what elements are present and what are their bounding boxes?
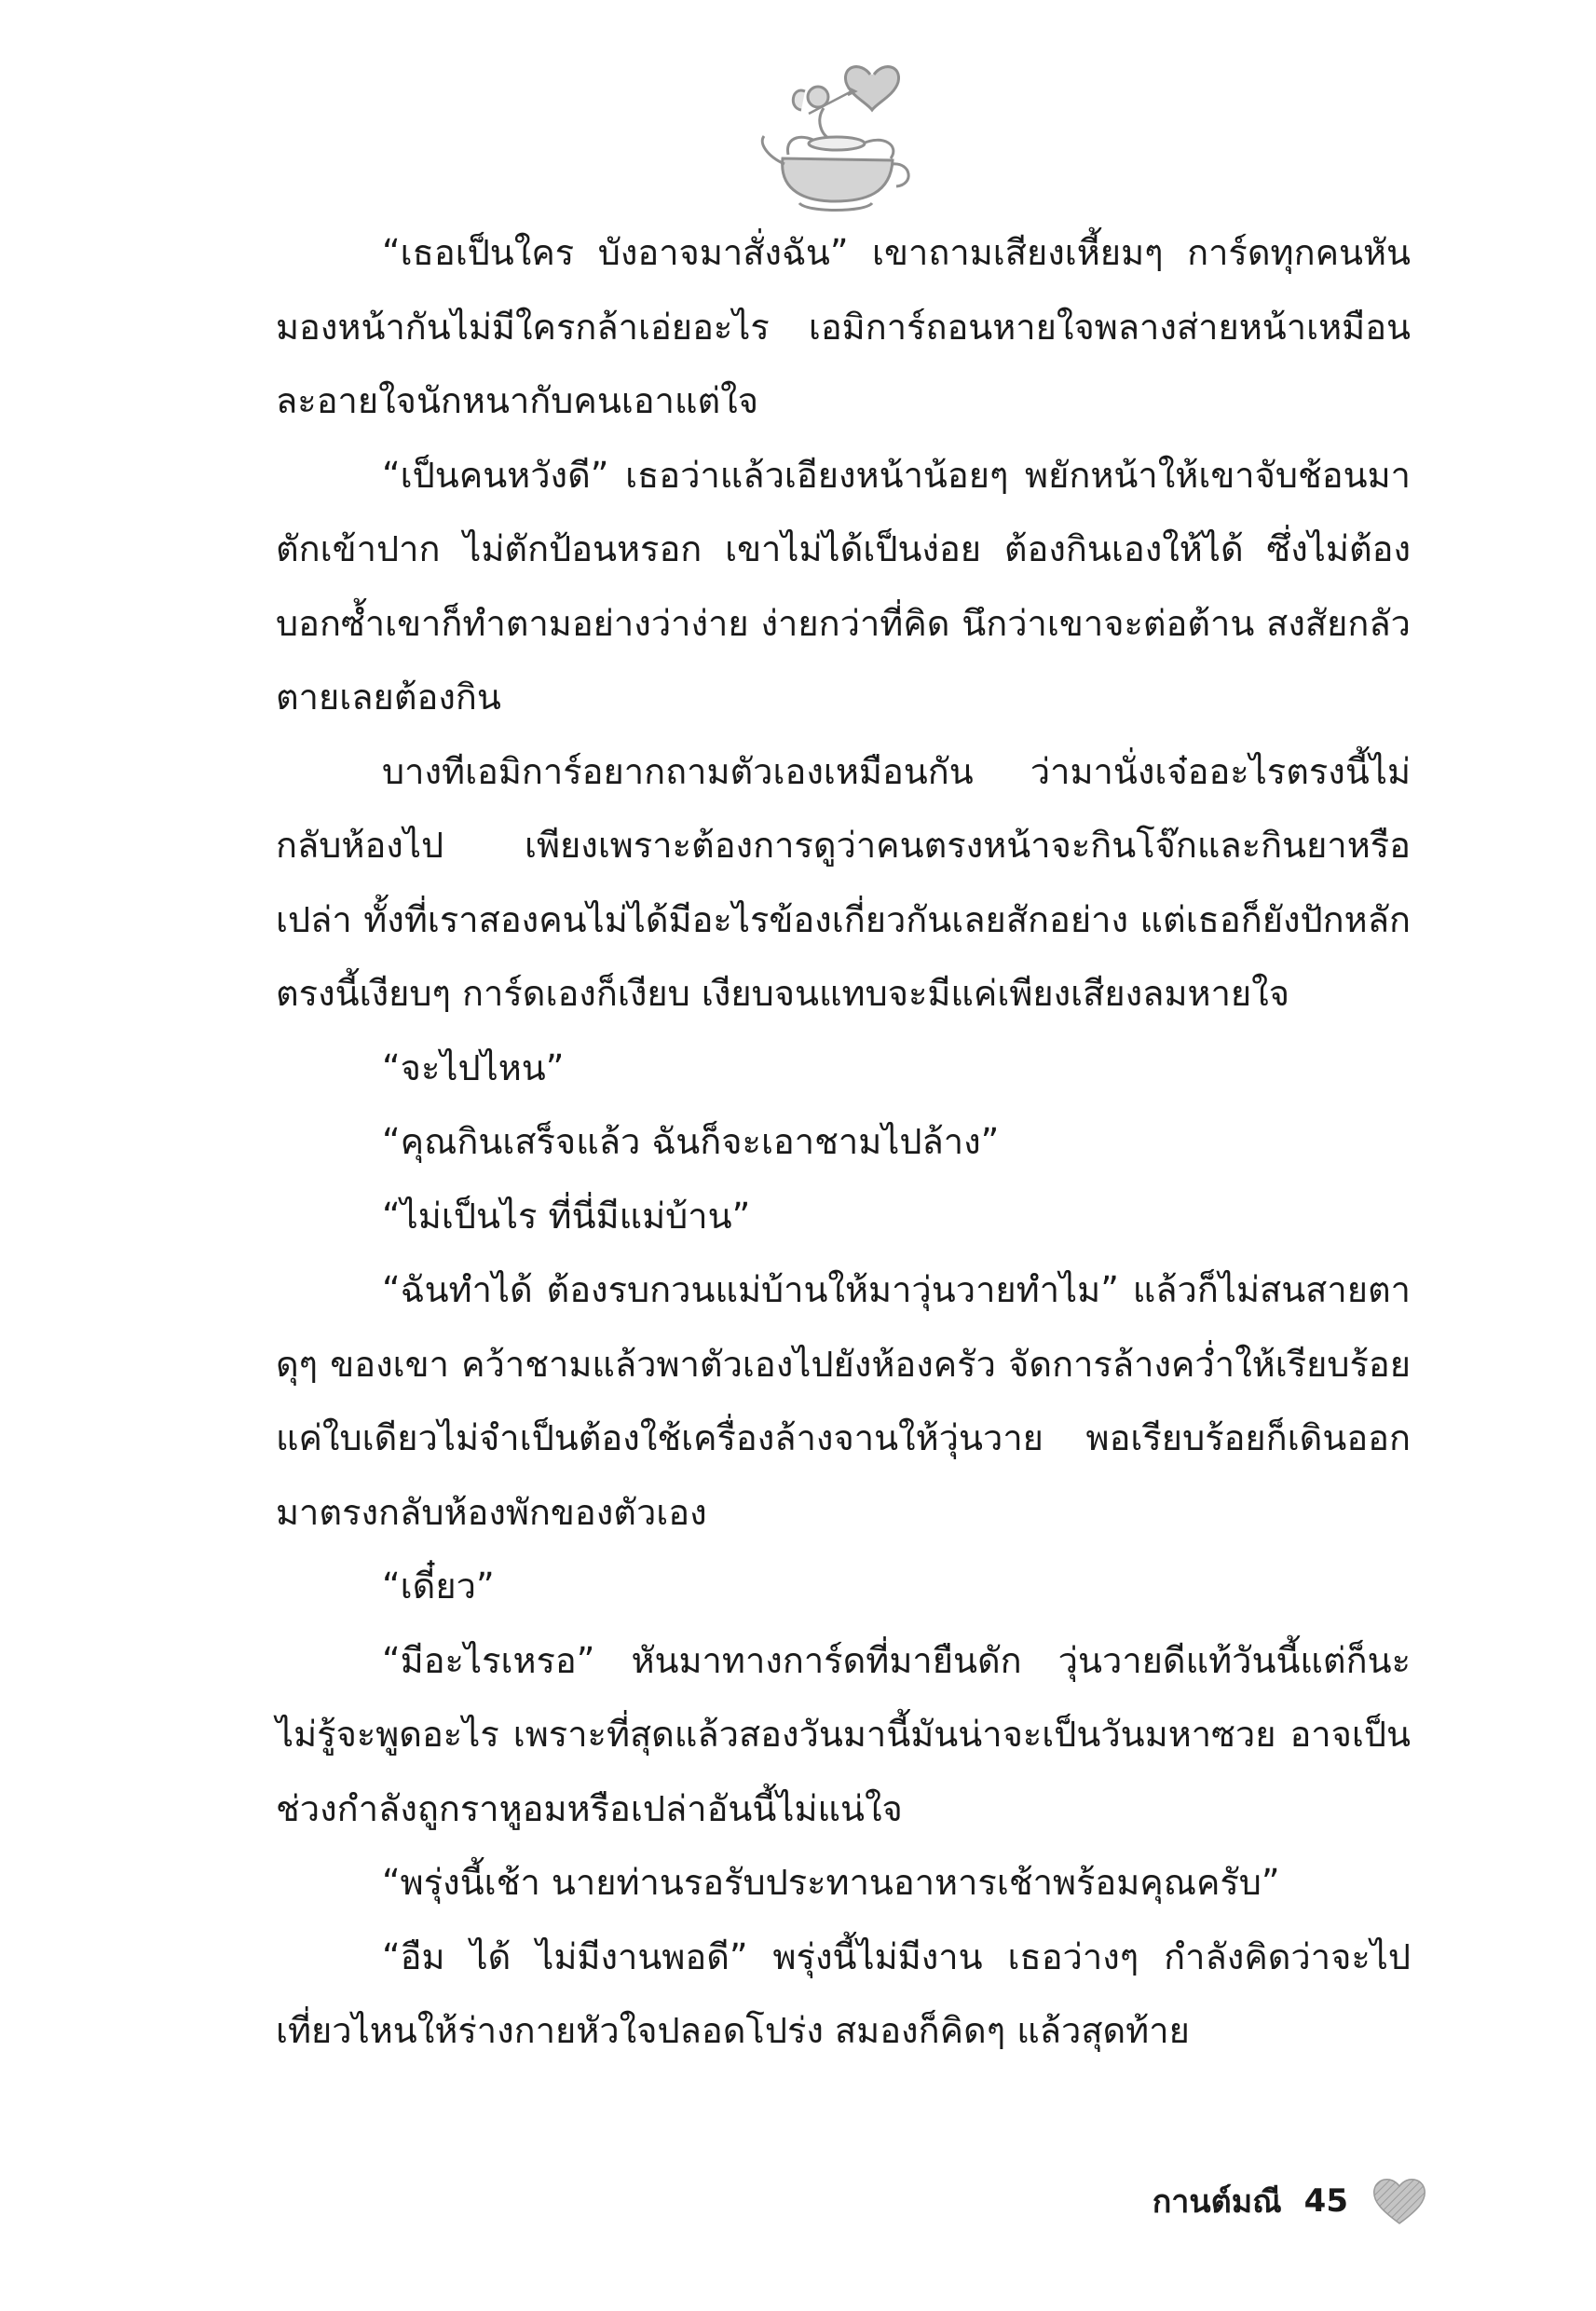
dialogue-line: “เดี๋ยว”: [382, 1566, 495, 1607]
page-number: 45: [1303, 2182, 1348, 2220]
paragraph: “เป็นคนหวังดี” เธอว่าแล้วเอียงหน้าน้อยๆ พยักหน้าให้เขาจับช้อนมาตักเข้าปาก ไม่ตักป้อนหรอก เขาไม่ได้เป็นง่อย ต้องกินเองให้ได้ ซึ่งไม่ต้องบอกซ้ำเขาก็ทำตามอย่างว่าง่าย ง่ายกว่าที่คิด นึกว่าเขาจะต่อต้าน สงสัยกลัวตายเลยต้องกิน: [276, 454, 1411, 718]
paragraph: “มีอะไรเหรอ” หันมาทางการ์ดที่มายืนดัก วุ่นวายดีแท้วันนี้แต่ก็นะ ไม่รู้จะพูดอะไร เพราะที่สุดแล้วสองวันมานี้มันน่าจะเป็นวันมหาซวย อาจเป็นช่วงกำลังถูกราหูอมหรือเปล่าอันนี้ไม่แน่ใจ: [276, 1639, 1411, 1829]
page-footer: [1153, 2173, 1428, 2229]
author-name: กานต์มณี: [1152, 2183, 1282, 2221]
dialogue-line: “ไม่เป็นไร ที่นี่มีแม่บ้าน”: [382, 1195, 751, 1237]
paragraph: “ฉันทำได้ ต้องรบกวนแม่บ้านให้มาวุ่นวายทำไม” แล้วก็ไม่สนสายตาดุๆ ของเขา คว้าชามแล้วพาตัวเองไปยังห้องครัว จัดการล้างคว่ำให้เรียบร้อย แค่ใบเดียวไม่จำเป็นต้องใช้เครื่องล้างจานให้วุ่นวาย พอเรียบร้อยก็เดินออกมาตรงกลับห้องพักของตัวเอง: [276, 1269, 1411, 1533]
body-text: [276, 216, 1411, 2069]
dialogue-line: “คุณกินเสร็จแล้ว ฉันก็จะเอาชามไปล้าง”: [382, 1121, 1000, 1162]
dialogue-line: “พรุ่งนี้เช้า นายท่านรอรับประทานอาหารเช้าพร้อมคุณครับ”: [382, 1862, 1280, 1903]
paragraph: บางทีเอมิการ์อยากถามตัวเองเหมือนกัน ว่ามานั่งเจ๋ออะไรตรงนี้ไม่กลับห้องไป เพียงเพราะต้องการดูว่าคนตรงหน้าจะกินโจ๊กและกินยาหรือเปล่า ทั้งที่เราสองคนไม่ได้มีอะไรข้องเกี่ยวกันเลยสักอย่าง แต่เธอก็ยังปักหลักตรงนี้เงียบๆ การ์ดเองก็เงียบ เงียบจนแทบจะมีแค่เพียงเสียงลมหายใจ: [276, 750, 1411, 1014]
paragraph: “อืม ได้ ไม่มีงานพอดี” พรุ่งนี้ไม่มีงาน เธอว่างๆ กำลังคิดว่าจะไปเที่ยวไหนให้ร่างกายหัวใจปลอดโปร่ง สมองก็คิดๆ แล้วสุดท้าย: [276, 1935, 1411, 2051]
dialogue-line: “จะไปไหน”: [382, 1046, 565, 1088]
heart-icon: [1371, 2175, 1428, 2227]
paragraph: “เธอเป็นใคร บังอาจมาสั่งฉัน” เขาถามเสียงเหี้ยมๆ การ์ดทุกคนหันมองหน้ากันไม่มีใครกล้าเอ่ยอะไร เอมิการ์ถอนหายใจพลางส่ายหน้าเหมือนละอายใจนักหนากับคนเอาแต่ใจ: [276, 232, 1411, 421]
cupid-teapot-logo-icon: [751, 54, 919, 217]
